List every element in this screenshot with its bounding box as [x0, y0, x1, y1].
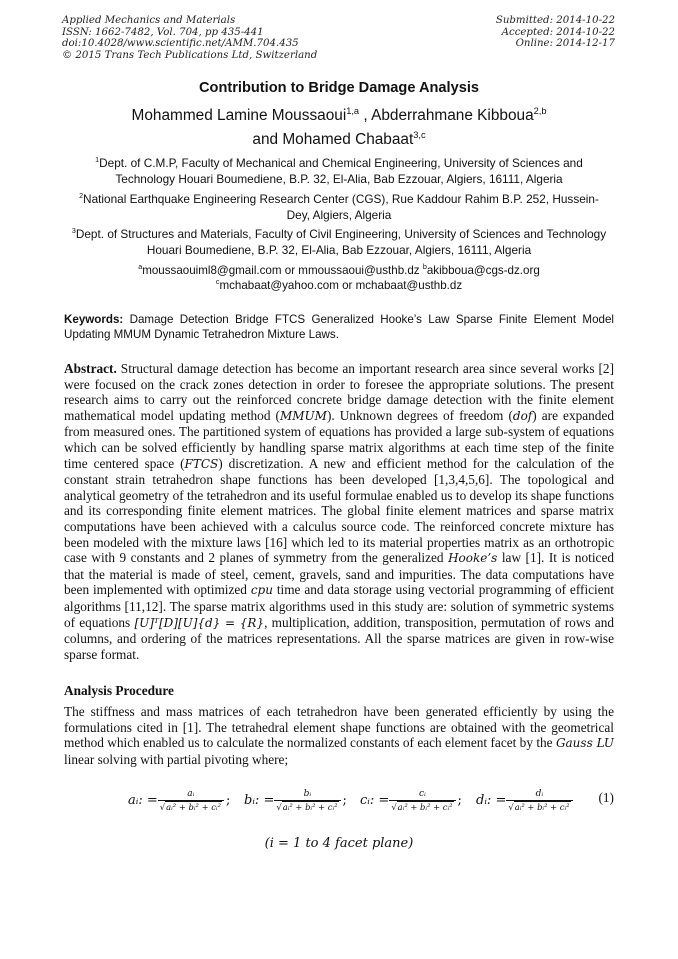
author-line-2: [0, 128, 678, 152]
equation-lhs: cᵢ: =: [360, 792, 390, 808]
equation-condition: (i = 1 to 4 facet plane): [264, 836, 414, 851]
section-paragraph: [64, 704, 614, 767]
keywords-label: Keywords:: [64, 313, 124, 326]
math-inline: FTCS: [184, 456, 219, 471]
equation-separator: ;: [225, 792, 231, 808]
author-superscript: 3,c: [413, 129, 426, 140]
abstract-text: law [1]. It is noticed that the material is made of steel, cement, gravels, sand and impurities. The data computations have been implemented with optimized: [64, 550, 614, 598]
submission-dates: [496, 15, 615, 50]
journal-name: Applied Mechanics and Materials: [62, 15, 236, 26]
abstract: [64, 361, 614, 662]
accepted-date: Accepted: 2014-10-22: [501, 26, 615, 38]
fraction-numerator: cᵢ: [389, 789, 455, 801]
abstract-text: , multiplication, addition, transposition, permutation of rows and columns, and ordering of the matrices representations. All the sparse matrices are given in row-wise sparse format.: [64, 614, 615, 662]
radicand: aᵢ² + bᵢ² + cᵢ²: [514, 801, 570, 812]
author-superscript: 1,a: [346, 105, 360, 116]
abstract-text: time and data storage using vectorial programming of efficient algorithms [11,12]. The sparse matrix algorithms used in this study are: solution of symmetric systems of equations: [64, 582, 614, 630]
section-text: The stiffness and mass matrices of each tetrahedron have been generated efficiently by using the formulations cited in [1]. The tetrahedral element shape functions are obtained with the geometrical method which enabled us to calculate the normalized constants of each element facet by the: [64, 704, 614, 751]
abstract-label: Abstract.: [64, 361, 117, 376]
radicand: aᵢ² + bᵢ² + cᵢ²: [282, 801, 338, 812]
fraction-denominator: √aᵢ² + bᵢ² + cᵢ²: [391, 801, 453, 812]
equation-number: (1): [598, 790, 614, 805]
author-separator: ,: [359, 107, 372, 124]
math-inline: [U]ᵀ[D][U]{d} = {R}: [134, 615, 265, 630]
fraction-denominator: √aᵢ² + bᵢ² + cᵢ²: [276, 801, 338, 812]
equation-term: [128, 780, 233, 820]
equation-lhs: bᵢ: =: [244, 792, 275, 808]
email-line-1: [70, 264, 608, 279]
radicand: aᵢ² + bᵢ² + cᵢ²: [397, 801, 453, 812]
math-inline: MMUM: [279, 408, 327, 423]
author-line-1: [0, 104, 678, 128]
equation-lhs: dᵢ: =: [476, 792, 507, 808]
abstract-text: ) discretization. A new and efficient method for the calculation of the constant strain tetrahedron shape functions has been developed [1,3,4,5,6]. The topological and analytical geometry of the tetrahedron and its useful formulae enabled us to develop its shape functions and its corresponding finite element matrices. The global finite element matrices and sparse matrix computations have been achieved with a calculus source code. The reinforced concrete mixture has been modeled with the mixture laws [16] which led to its material properties matrix as an orthotropic case with 9 constants and 2 planes of symmetry from the generalized: [64, 455, 614, 566]
equation-term: [360, 780, 465, 820]
online-date: Online: 2014-12-17: [515, 38, 615, 50]
abstract-text: ). Unknown degrees of freedom (: [326, 407, 513, 423]
journal-info: [62, 15, 317, 61]
journal-copyright: © 2015 Trans Tech Publications Ltd, Switzerland: [62, 49, 318, 61]
fraction: [391, 789, 453, 812]
email-text[interactable]: moussaouiml8@gmail.com or mmoussaoui@usthb.dz: [142, 264, 423, 277]
email-text[interactable]: akibboua@cgs-dz.org: [426, 264, 540, 277]
author-superscript: 2,b: [533, 105, 547, 116]
fraction-denominator: √aᵢ² + bᵢ² + cᵢ²: [508, 801, 570, 812]
author-name: Abderrahmane Kibboua: [371, 107, 534, 124]
fraction: [276, 789, 338, 812]
affiliation-marker: 2: [79, 192, 84, 201]
author-name: Mohammed Lamine Moussaoui: [131, 107, 347, 124]
paper-title: Contribution to Bridge Damage Analysis: [198, 80, 479, 96]
email-marker: c: [215, 276, 220, 286]
author-list: [0, 104, 678, 152]
equation-term: [476, 780, 571, 820]
fraction-numerator: aᵢ: [158, 789, 224, 801]
journal-issn: ISSN: 1662-7482, Vol. 704, pp 435-441: [62, 26, 264, 38]
equation-separator: ;: [342, 792, 347, 808]
fraction: [160, 789, 222, 812]
section-heading: Analysis Procedure: [64, 683, 174, 698]
math-inline: Hooke’s: [448, 551, 498, 566]
abstract-text: Structural damage detection has become an important research area since several works [2] were focused on the crack zones detection in order to foresee the appropriate solutions. The present research aims to carry out the reinforced concrete bridge damage detection with the finite element mathematical model updating method (: [64, 361, 614, 423]
fraction: [508, 789, 570, 812]
email-marker: a: [138, 262, 143, 272]
email-line-2: [70, 276, 608, 294]
math-inline: dof: [512, 408, 533, 423]
equation-term: [244, 780, 350, 820]
keywords-text: Damage Detection Bridge FTCS Generalized Hooke’s Law Sparse Finite Element Model Updating MMUM Dynamic Tetrahedron Mixture Laws.: [64, 313, 614, 342]
section-text: linear solving with partial pivoting where;: [64, 751, 289, 767]
keywords: [64, 312, 614, 343]
affiliation-1: [70, 156, 608, 187]
math-inline: Gauss LU: [555, 736, 614, 751]
affiliation-text: National Earthquake Engineering Research Center (CGS), Rue Kaddour Rahim B.P. 252, Hussein-Dey, Algiers, Algeria: [83, 192, 599, 222]
equation-lhs: aᵢ: =: [128, 792, 158, 808]
email-text[interactable]: mchabaat@yahoo.com or mchabaat@usthb.dz: [219, 278, 463, 292]
affiliation-marker: 1: [95, 156, 100, 165]
affiliation-3: [70, 227, 608, 258]
journal-doi[interactable]: doi:10.4028/www.scientific.net/AMM.704.435: [62, 38, 299, 50]
affiliation-2: [70, 192, 608, 223]
equation-1: [128, 780, 614, 820]
math-inline: cpu: [250, 583, 273, 598]
author-name: and Mohamed Chabaat: [252, 131, 414, 148]
fraction-numerator: bᵢ: [274, 789, 340, 801]
equation-separator: ;: [457, 792, 462, 808]
affiliation-text: Dept. of Structures and Materials, Faculty of Civil Engineering, University of Sciences and Technology Houari Boumediene, B.P. 32, El-Alia, Bab Ezzouar, Algiers, 16111, Algeria: [75, 227, 607, 257]
submitted-date: Submitted: 2014-10-22: [495, 15, 615, 26]
abstract-text: ) are expanded from measured ones. The partitioned system of equations has provided a large sub-system of equations which can be solved efficiently by handling sparse matrix algorithms at each time step of the finite time centered space (: [64, 407, 614, 471]
email-marker: b: [422, 262, 427, 272]
author-emails: [70, 264, 608, 293]
fraction-denominator: √aᵢ² + bᵢ² + cᵢ²: [159, 801, 221, 812]
affiliation-marker: 3: [71, 227, 76, 236]
affiliation-text: Dept. of C.M.P, Faculty of Mechanical and Chemical Engineering, University of Sciences and Technology Houari Boumediene, B.P. 32, El-Alia, Bab Ezzouar, Algiers, 16111, Algeria: [99, 156, 583, 186]
radicand: aᵢ² + bᵢ² + cᵢ²: [166, 801, 221, 812]
fraction-numerator: dᵢ: [506, 789, 572, 801]
